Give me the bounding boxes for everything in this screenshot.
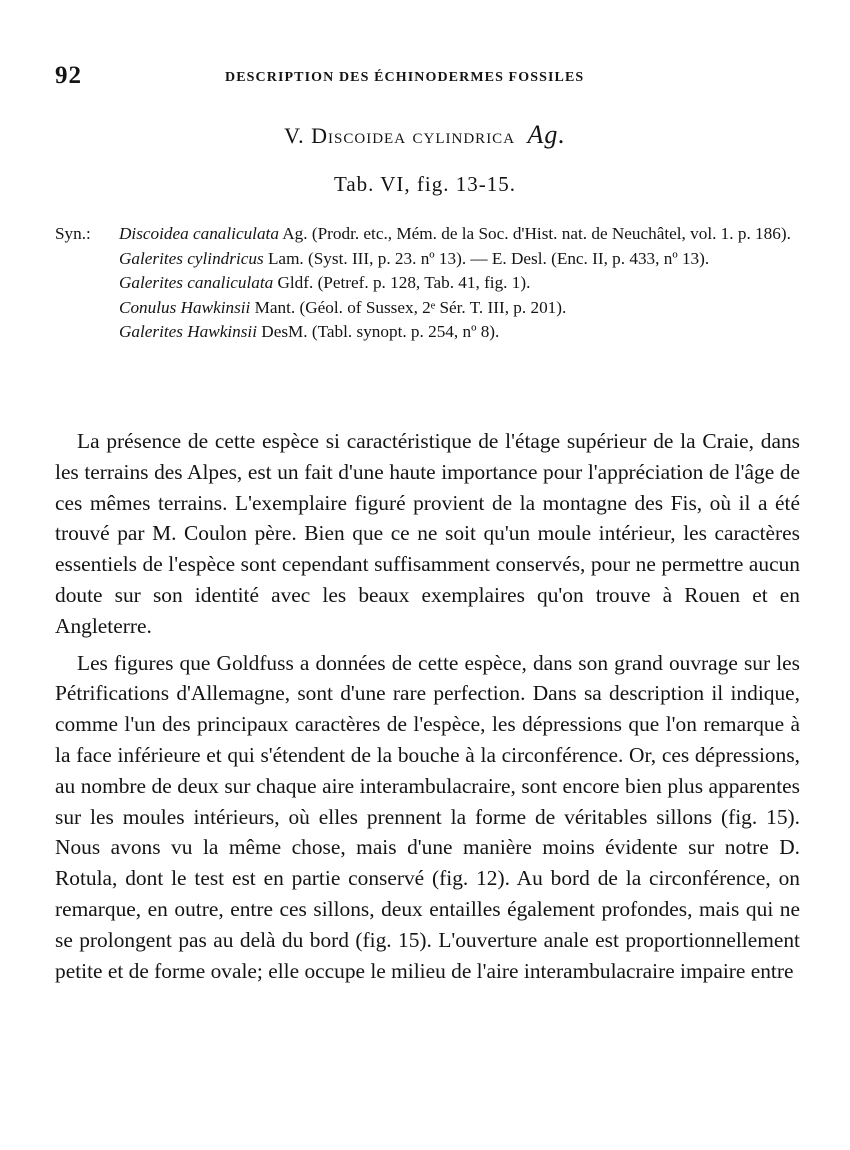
synonym-name: Discoidea canaliculata — [119, 224, 279, 243]
synonymy-label: Syn.: — [55, 224, 91, 243]
species-number: V. — [284, 123, 305, 148]
synonym-entry — [119, 222, 800, 247]
synonym-reference: Mant. (Géol. of Sussex, 2ᵉ Sér. T. III, p. 201). — [250, 297, 567, 317]
synonym-name: Galerites cylindricus — [119, 248, 264, 268]
synonym-name: Conulus Hawkinsii — [119, 297, 251, 317]
body-text — [55, 426, 800, 992]
species-author: Ag. — [527, 120, 566, 149]
synonym-name: Galerites canaliculata — [119, 273, 274, 292]
species-name: Discoidea cylindrica — [311, 123, 516, 148]
page-header — [55, 62, 795, 92]
synonym-name: Galerites Hawkinsii — [119, 322, 257, 341]
body-paragraph: La présence de cette espèce si caractéristique de l'étage supérieur de la Craie, dans les terrains des Alpes, est un fait d'une haute importance pour l'appréciation de l'âge de ces mêmes terrains. L'exemplaire figuré provient de la montagne des Fis, où il a été trouvé par M. Coulon père. Bien que ce ne soit qu'un moule intérieur, les caractères essentiels de l'espèce sont cependant suffisamment conservés, pour ne permettre aucun doute sur son identité avec les beaux exemplaires qu'on trouve à Rouen et en Angleterre. — [55, 429, 800, 638]
synonym-entry — [119, 271, 800, 296]
running-title: DESCRIPTION DES ÉCHINODERMES FOSSILES — [225, 70, 585, 85]
body-paragraph: Les figures que Goldfuss a données de cette espèce, dans son grand ouvrage sur les Pétrifications d'Allemagne, sont d'une rare perfection. Dans sa description il indique, comme l'un des principaux caractères de l'espèce, les dépressions que l'on remarque à la face inférieure et qui s'étendent de la bouche à la circonférence. Or, ces dépressions, au nombre de deux sur chaque aire interambulacraire, sont encore bien plus apparentes sur les moules intérieurs, où elles prennent la forme de véritables sillons (fig. 15). Nous avons vu la même chose, mais d'une manière moins évidente sur notre D. Rotula, dont le test est en partie conservé (fig. 12). Au bord de la circonférence, on remarque, en outre, entre ces sillons, deux entailles également profondes, mais qui ne se prolongent pas au delà du bord (fig. 15). L'ouverture anale est proportionnellement petite et de forme ovale; elle occupe le milieu de l'aire interambulacraire impaire entre — [55, 650, 800, 983]
synonym-reference: Gldf. (Petref. p. 128, Tab. 41, fig. 1). — [273, 273, 531, 292]
synonym-reference: Ag. (Prodr. etc., Mém. de la Soc. d'Hist. nat. de Neuchâtel, vol. 1. p. 186). — [278, 224, 791, 243]
synonym-reference: Lam. (Syst. III, p. 23. nº 13). — E. Desl. (Enc. II, p. 433, nº 13). — [263, 248, 710, 268]
synonym-entry — [119, 320, 800, 345]
synonym-reference: DesM. (Tabl. synopt. p. 254, nº 8). — [256, 322, 500, 341]
plate-reference: Tab. VI, fig. 13-15. — [333, 172, 517, 196]
synonymy-block — [55, 222, 800, 345]
species-heading — [0, 120, 850, 150]
synonym-entry — [119, 247, 800, 272]
page-number: 92 — [55, 62, 82, 89]
synonym-entry — [119, 296, 800, 321]
